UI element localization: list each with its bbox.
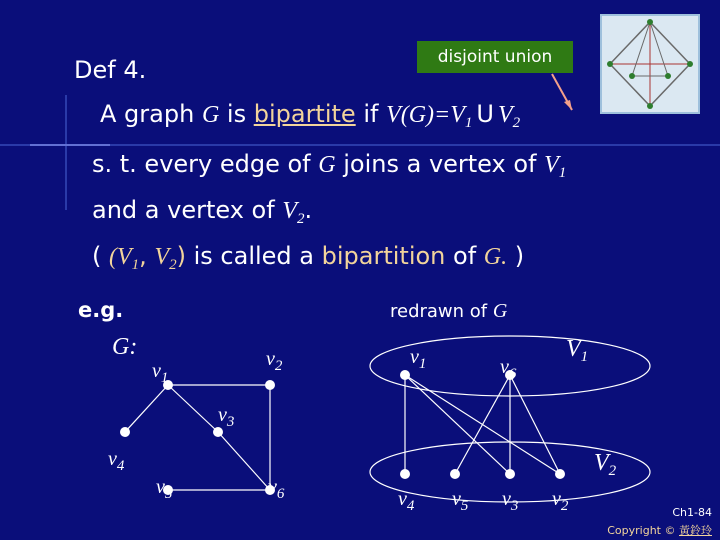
label-v2: $v_2$ bbox=[266, 348, 283, 374]
r-label-v1: $v_1$ bbox=[410, 346, 427, 372]
def-heading: Def 4. bbox=[74, 56, 147, 84]
line1-is: is bbox=[219, 100, 254, 128]
line1-if: if bbox=[355, 100, 387, 128]
line2-V: V bbox=[544, 152, 559, 178]
edge-v3-v6 bbox=[218, 432, 270, 490]
line2-G: G bbox=[318, 152, 336, 178]
line4-end: ) bbox=[507, 242, 525, 270]
r-label-v2: $v_2$ bbox=[552, 488, 569, 514]
line1-V2: V bbox=[497, 102, 513, 128]
redrawn-G: G bbox=[492, 300, 508, 322]
r-label-v3: $v_3$ bbox=[502, 488, 519, 514]
line1-formula: (G)=V bbox=[400, 102, 465, 128]
redrawn-prefix: redrawn of bbox=[390, 301, 493, 322]
line4-open: ( bbox=[92, 242, 109, 270]
copyright-prefix: Copyright © bbox=[607, 524, 679, 537]
label-v4: $v_4$ bbox=[108, 448, 125, 474]
line4-sub1: 1 bbox=[131, 257, 140, 273]
r-vertex-v3 bbox=[505, 469, 515, 479]
r-label-v5: $v_5$ bbox=[452, 488, 469, 514]
line4-sub2: 2 bbox=[169, 257, 177, 273]
label-v6: $v_6$ bbox=[268, 476, 285, 502]
author-link[interactable]: 黃鈴玲 bbox=[679, 524, 712, 537]
r-vertex-v1 bbox=[400, 370, 410, 380]
page-number: Ch1-84 bbox=[672, 506, 712, 519]
line3-sub: 2 bbox=[296, 211, 305, 227]
line1-prefix: A graph bbox=[100, 100, 202, 128]
line1-V: V bbox=[386, 102, 401, 128]
r-edge-v1-v3 bbox=[405, 375, 510, 474]
edge-v1-v3 bbox=[168, 385, 218, 432]
r-label-v4: $v_4$ bbox=[398, 488, 415, 514]
r-label-v6: $v_6$ bbox=[500, 356, 517, 382]
line3-V: V bbox=[282, 198, 297, 224]
line1-sub1: 1 bbox=[464, 115, 473, 131]
line2-text: s. t. every edge of bbox=[92, 150, 319, 178]
line4-of: of bbox=[445, 242, 484, 270]
G-label: G: bbox=[112, 334, 138, 360]
line2-rest: joins a vertex of bbox=[335, 150, 545, 178]
line4-paren: ( bbox=[109, 244, 117, 270]
line3-text: and a vertex of bbox=[92, 196, 283, 224]
r-vertex-v2 bbox=[555, 469, 565, 479]
line4-V2: V bbox=[154, 244, 170, 270]
edge-v1-v4 bbox=[125, 385, 168, 432]
line2-sub: 1 bbox=[558, 165, 567, 181]
line4-V1: V bbox=[117, 244, 132, 270]
r-vertex-v4 bbox=[400, 469, 410, 479]
r-vertex-v5 bbox=[450, 469, 460, 479]
eg-label: e.g. bbox=[78, 298, 124, 322]
union-symbol: U bbox=[476, 100, 494, 128]
vertex-v4 bbox=[120, 427, 130, 437]
label-V2-set: $V_2$ bbox=[594, 450, 617, 479]
label-V1-set: $V_1$ bbox=[566, 336, 589, 365]
r-edge-v6-v2 bbox=[510, 375, 560, 474]
line4-close: ) bbox=[176, 242, 186, 270]
line4-comma: , bbox=[139, 242, 155, 270]
callout-text: disjoint union bbox=[437, 47, 553, 67]
line4-text: is called a bbox=[185, 242, 322, 270]
label-v1: $v_1$ bbox=[152, 360, 169, 386]
line3-end: . bbox=[304, 196, 313, 224]
line4-G: G. bbox=[483, 244, 508, 270]
line1-sub2: 2 bbox=[512, 115, 521, 131]
copyright bbox=[607, 522, 712, 538]
vertex-v2 bbox=[265, 380, 275, 390]
label-v5: $v_5$ bbox=[156, 476, 173, 502]
r-edge-v6-v5 bbox=[455, 375, 510, 474]
label-v3: $v_3$ bbox=[218, 404, 235, 430]
bipartition-term: bipartition bbox=[321, 242, 446, 270]
bipartite-term: bipartite bbox=[253, 100, 356, 128]
line1-G: G bbox=[201, 102, 220, 128]
